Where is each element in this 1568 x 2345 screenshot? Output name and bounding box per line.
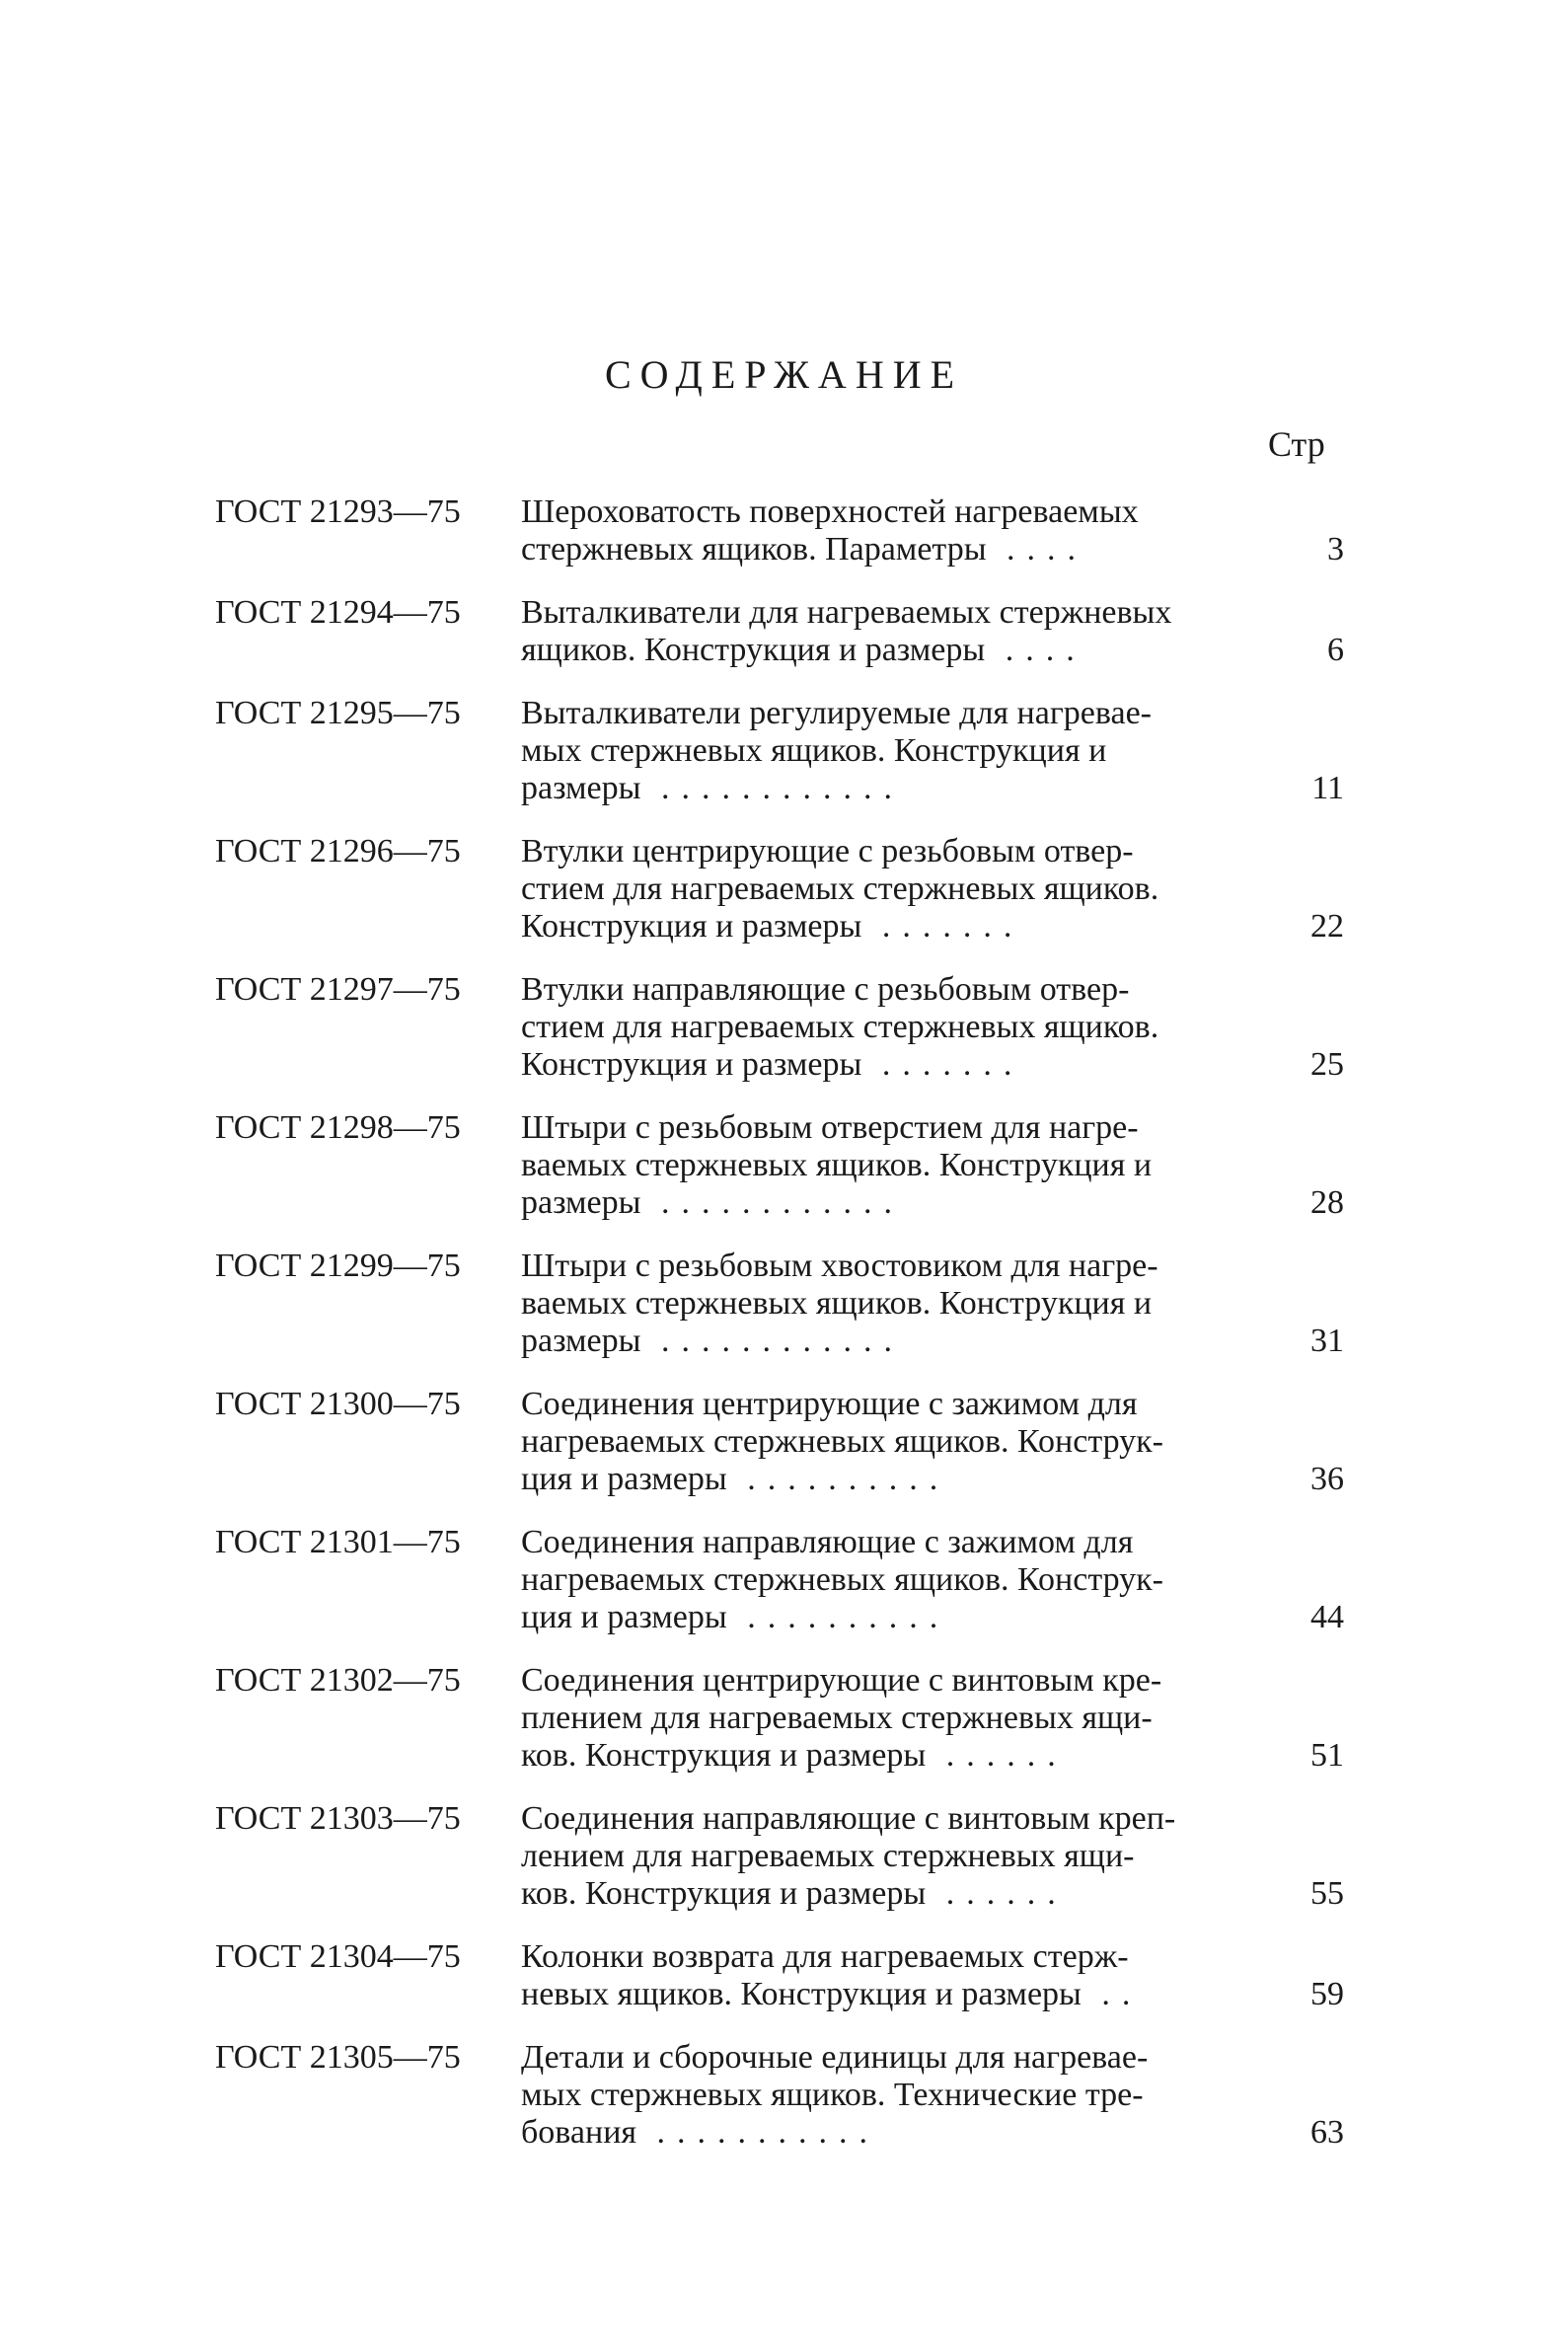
entry-description [521,695,1271,807]
gost-number: ГОСТ 21299—75 [215,1248,461,1284]
description-line: стием для нагреваемых стержневых ящиков. [521,1009,1159,1045]
description-line-last [521,1875,1271,1913]
entry-description [521,1938,1271,2013]
description-line: Штыри с резьбовым отверстием для нагре- [521,1109,1139,1146]
gost-number: ГОСТ 21293—75 [215,493,461,530]
entry-description [521,1800,1271,1913]
entry-description [521,2039,1271,2152]
table-of-contents [215,493,1360,2177]
page-number: 6 [1327,632,1344,668]
description-line: Выталкиватели регулируемые для нагревае- [521,695,1152,731]
dot-leader: ....... [861,908,1024,945]
description-line: невых ящиков. Конструкция и размеры [521,1976,1082,2012]
description-line: Соединения центрирующие с винтовым кре- [521,1662,1162,1699]
description-line-last [521,1737,1271,1775]
description-line: ков. Конструкция и размеры [521,1875,927,1912]
description-line-last [521,908,1271,946]
dot-leader: .... [985,632,1086,668]
description-line-last [521,770,1271,807]
entry-description [521,594,1271,669]
entry-description [521,1524,1271,1636]
page-number: 22 [1310,908,1344,945]
toc-entry [215,594,1360,669]
entry-description [521,1109,1271,1222]
description-line-last [521,1323,1271,1360]
toc-entry [215,2039,1360,2152]
description-line: мых стержневых ящиков. Технические тре- [521,2077,1144,2113]
toc-entry [215,971,1360,1084]
gost-number: ГОСТ 21296—75 [215,833,461,870]
gost-number: ГОСТ 21301—75 [215,1524,461,1560]
toc-entry [215,695,1360,807]
description-line: бования [521,2114,637,2151]
description-line: ящиков. Конструкция и размеры [521,632,986,668]
entry-description [521,971,1271,1084]
description-line: ция и размеры [521,1461,727,1497]
description-line: ков. Конструкция и размеры [521,1737,927,1774]
gost-number: ГОСТ 21305—75 [215,2039,461,2076]
dot-leader: .. [1081,1976,1143,2012]
description-line: Шероховатость поверхностей нагреваемых [521,493,1139,530]
entry-description [521,1248,1271,1360]
page-number: 31 [1310,1323,1344,1359]
description-line-last [521,2114,1271,2152]
description-line: Штыри с резьбовым хвостовиком для нагре- [521,1248,1158,1284]
entry-description [521,1662,1271,1775]
description-line: нагреваемых стержневых ящиков. Конструк- [521,1423,1163,1460]
description-line: размеры [521,1323,641,1359]
toc-entry [215,1524,1360,1636]
toc-entry [215,833,1360,946]
dot-leader: ....... [861,1046,1024,1083]
page-number: 59 [1310,1976,1344,2012]
toc-entry [215,1386,1360,1498]
toc-entry [215,493,1360,568]
entry-description [521,833,1271,946]
description-line: Втулки направляющие с резьбовым отвер- [521,971,1130,1008]
toc-entry [215,1248,1360,1360]
page-number: 28 [1310,1184,1344,1221]
description-line: размеры [521,1184,641,1221]
page-number: 44 [1310,1599,1344,1635]
toc-entry [215,1800,1360,1913]
description-line: нагреваемых стержневых ящиков. Конструк- [521,1561,1163,1598]
description-line: плением для нагреваемых стержневых ящи- [521,1700,1153,1736]
description-line: стием для нагреваемых стержневых ящиков. [521,870,1159,907]
gost-number: ГОСТ 21302—75 [215,1662,461,1699]
gost-number: ГОСТ 21295—75 [215,695,461,731]
description-line: Детали и сборочные единицы для нагревае- [521,2039,1149,2076]
page-number: 55 [1310,1875,1344,1912]
page-number: 11 [1311,770,1344,806]
gost-number: ГОСТ 21297—75 [215,971,461,1008]
dot-leader: ............ [640,1323,904,1359]
entry-description [521,493,1271,568]
description-line: Соединения направляющие с зажимом для [521,1524,1134,1560]
gost-number: ГОСТ 21298—75 [215,1109,461,1146]
description-line: Конструкция и размеры [521,1046,862,1083]
description-line: Втулки центрирующие с резьбовым отвер- [521,833,1134,870]
description-line: ваемых стержневых ящиков. Конструкция и [521,1147,1153,1183]
dot-leader: .......... [726,1599,950,1635]
description-line: Соединения направляющие с винтовым креп- [521,1800,1176,1837]
description-line-last [521,1976,1271,2013]
dot-leader: ...... [926,1875,1068,1912]
description-line-last [521,531,1271,568]
dot-leader: .... [986,531,1088,567]
description-line: мых стержневых ящиков. Конструкция и [521,732,1107,769]
description-line: Выталкиватели для нагреваемых стержневых [521,594,1172,631]
page-number: 25 [1310,1046,1344,1083]
page-number: 51 [1310,1737,1344,1774]
toc-entry [215,1662,1360,1775]
description-line: Колонки возврата для нагреваемых стерж- [521,1938,1129,1975]
dot-leader: .......... [726,1461,950,1497]
description-line: Соединения центрирующие с зажимом для [521,1386,1138,1422]
dot-leader: ............ [640,770,904,806]
toc-entry [215,1109,1360,1222]
description-line-last [521,1461,1271,1498]
dot-leader: ...... [926,1737,1068,1774]
gost-number: ГОСТ 21294—75 [215,594,461,631]
page-number: 36 [1310,1461,1344,1497]
gost-number: ГОСТ 21304—75 [215,1938,461,1975]
description-line: стержневых ящиков. Параметры [521,531,987,567]
description-line: размеры [521,770,641,806]
description-line-last [521,1599,1271,1636]
description-line: лением для нагреваемых стержневых ящи- [521,1838,1135,1874]
description-line-last [521,1184,1271,1222]
description-line: Конструкция и размеры [521,908,862,945]
description-line-last [521,1046,1271,1084]
description-line: ция и размеры [521,1599,727,1635]
dot-leader: ............ [640,1184,904,1221]
gost-number: ГОСТ 21300—75 [215,1386,461,1422]
description-line: ваемых стержневых ящиков. Конструкция и [521,1285,1153,1322]
page-column-label: Стр [1268,424,1325,464]
dot-leader: ........... [636,2114,880,2151]
entry-description [521,1386,1271,1498]
page-number: 63 [1310,2114,1344,2151]
page-title: СОДЕРЖАНИЕ [604,352,964,397]
page-number: 3 [1327,531,1344,567]
description-line-last [521,632,1271,669]
gost-number: ГОСТ 21303—75 [215,1800,461,1837]
toc-entry [215,1938,1360,2013]
